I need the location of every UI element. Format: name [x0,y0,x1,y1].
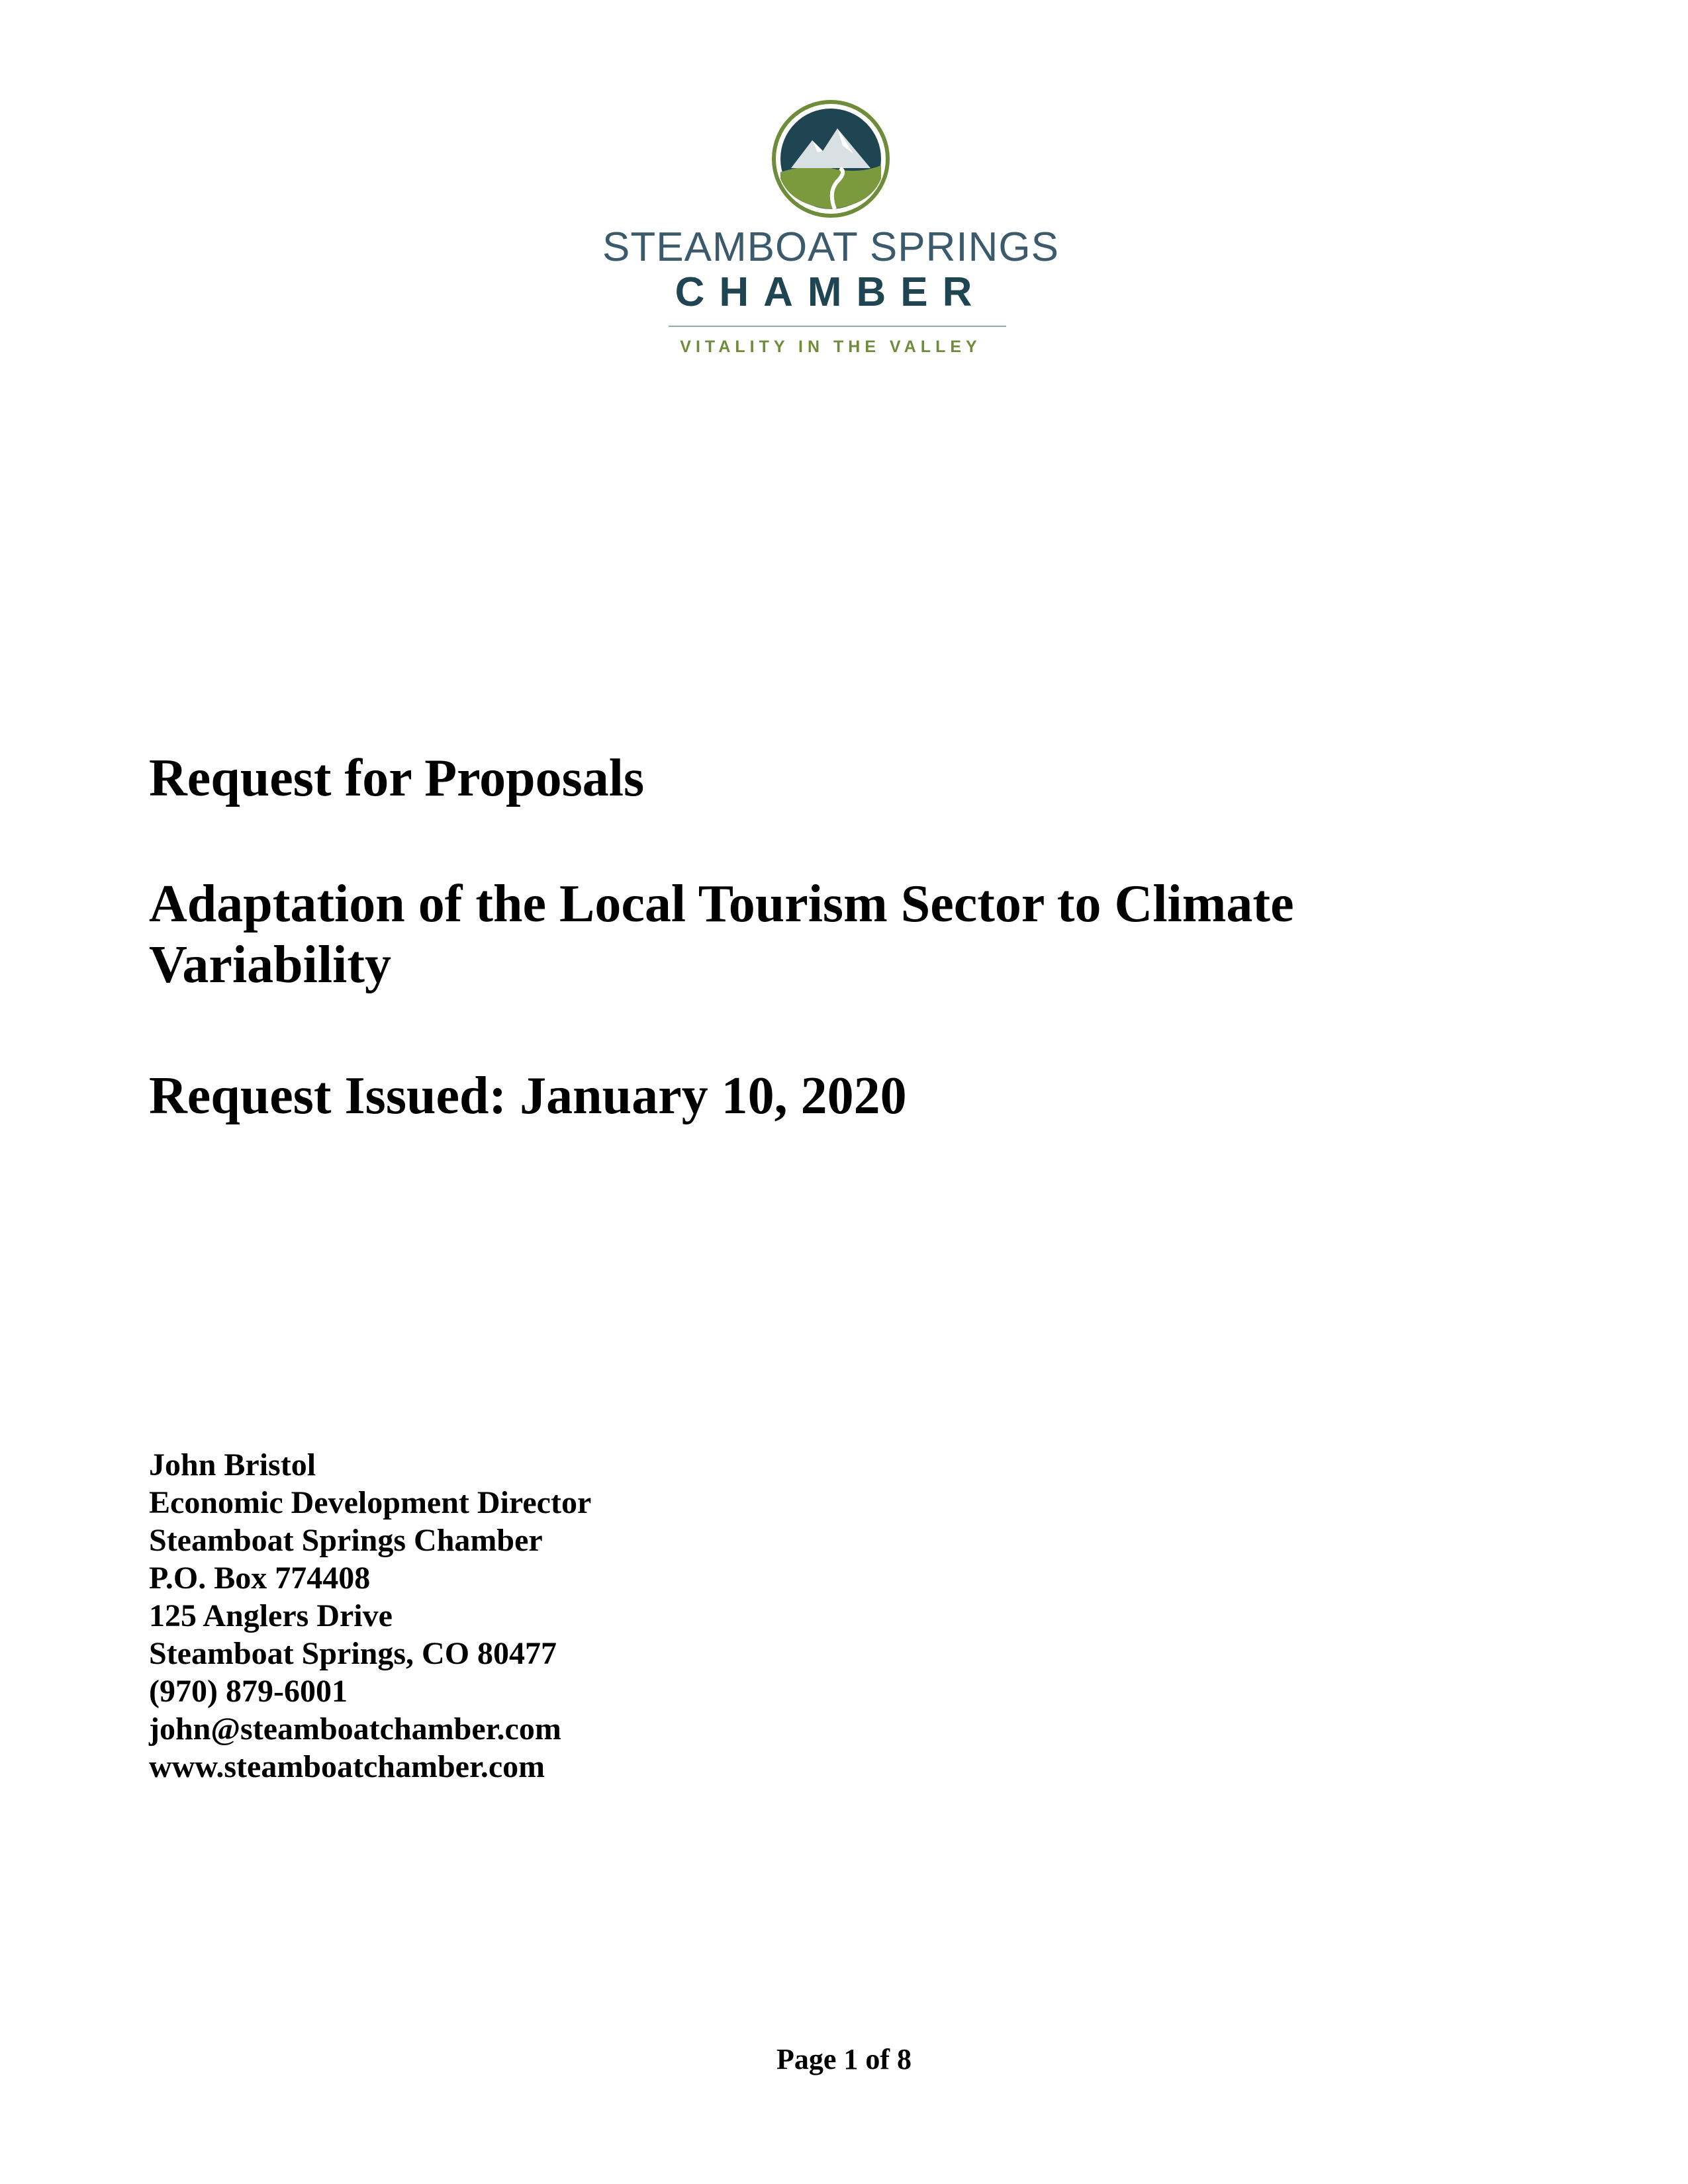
page-number: Page 1 of 8 [776,2043,912,2075]
contact-website[interactable]: www.steamboatchamber.com [149,1749,545,1784]
contact-po-box: P.O. Box 774408 [149,1561,371,1596]
project-title [149,874,1539,995]
contact-phone: (970) 879-6001 [149,1674,348,1709]
contact-organization: Steamboat Springs Chamber [149,1523,543,1558]
logo-tagline: VITALITY IN THE VALLEY [680,338,982,356]
logo-line-1: STEAMBOAT SPRINGS [602,224,1059,270]
chamber-logo [596,93,1092,371]
rfp-heading: Request for Proposals [149,749,645,807]
contact-block [149,1446,591,1786]
project-title-line-2: Variability [149,936,391,994]
contact-city: Steamboat Springs, CO 80477 [149,1636,557,1671]
logo-divider [669,326,1006,327]
contact-name: John Bristol [149,1447,316,1482]
mountain-emblem-icon [771,99,890,218]
contact-role: Economic Development Director [149,1485,592,1520]
logo-line-2: CHAMBER [675,269,987,315]
contact-email[interactable]: john@steamboatchamber.com [149,1711,561,1747]
contact-street: 125 Anglers Drive [149,1598,393,1633]
project-title-line-1: Adaptation of the Local Tourism Sector to Climate [149,875,1294,933]
issued-date: Request Issued: January 10, 2020 [149,1067,907,1125]
